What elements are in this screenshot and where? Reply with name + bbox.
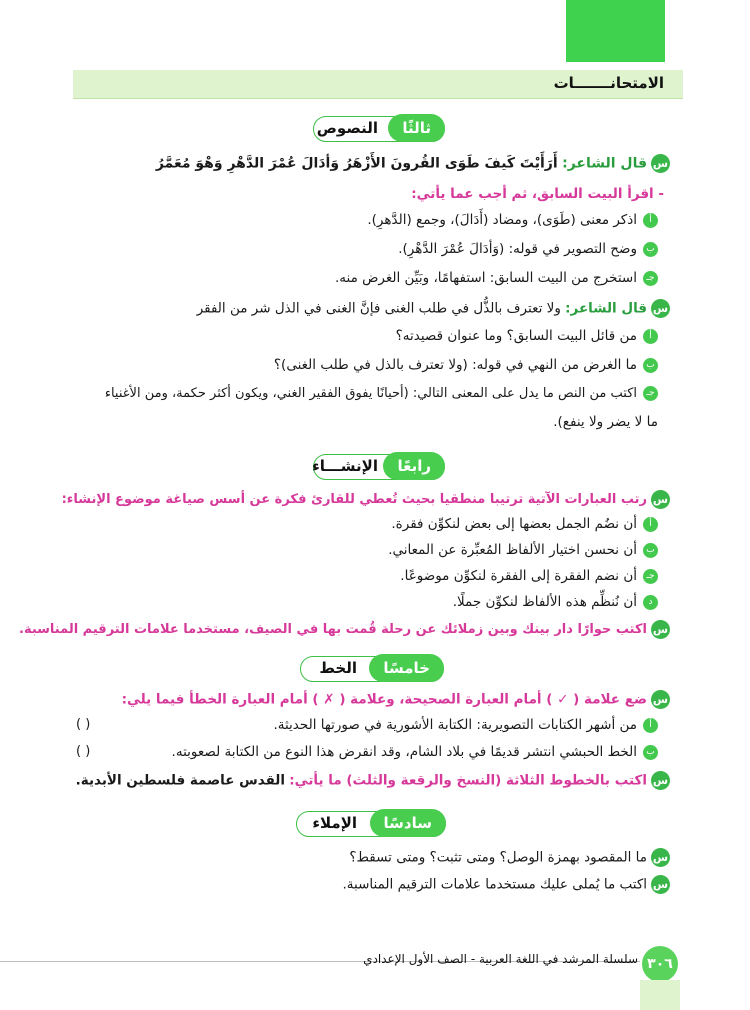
section-badge: ثالثًا: [388, 114, 445, 142]
q1-instruction: - اقرأ البيت السابق، ثم أجب عما يأتي:: [411, 186, 664, 202]
q1-item-b: بوضح التصوير في قوله: (وَأدَالَ عُمْرَ الدَّهْرِ).: [398, 241, 658, 257]
q8-text: اكتب ما يُملى عليك مستخدما علامات الترقيم المناسبة.: [342, 876, 647, 893]
section-texts: [313, 116, 445, 142]
q5-text: ضع علامة ( ✓ ) أمام العبارة الصحيحة، وعلامة ( ✗ ) أمام العبارة الخطأ فيما يلي:: [121, 691, 647, 708]
section-label: الخط: [319, 659, 357, 677]
header-divider: [73, 98, 683, 99]
question-badge: س: [651, 848, 670, 867]
section-label: النصوص: [316, 119, 378, 137]
q6-text: القدس عاصمة فلسطين الأبدية.: [75, 772, 285, 789]
section-badge: خامسًا: [369, 654, 444, 682]
q4-line: [19, 620, 670, 639]
item-marker: جـ: [643, 569, 658, 584]
item-marker: جـ: [643, 271, 658, 286]
q3-item-c: جـأن نضم الفقرة إلى الفقرة لنكوِّن موضوعًا.: [400, 568, 658, 584]
footer-green-block: [640, 980, 680, 1010]
item-marker: أ: [643, 213, 658, 228]
q5-line: [122, 690, 670, 709]
q2-verse: ولا تعترف بالذُّل في طلب الغنى فإنَّ الغنى في الذل شر من الفقر: [196, 300, 561, 317]
question-badge: س: [651, 690, 670, 709]
q5-item-a: أمن أشهر الكتابات التصويرية: الكتابة الأشورية في صورتها الحديثة.: [273, 717, 658, 733]
item-marker: أ: [643, 718, 658, 733]
q1-verse: أَرَأَيْتَ كَيفَ طَوَى القُرونَ الأَزْهَرُ وَأدَالَ عُمْرَ الدَّهْرِ وَهْوَ مُعَمَّرُ: [155, 155, 558, 172]
item-marker: ب: [643, 358, 658, 373]
q3-item-d: دأن نُنظِّم هذه الألفاظ لنكوِّن جملًا.: [453, 594, 658, 610]
q2-verse-line: [197, 299, 670, 318]
q1-prefix: قال الشاعر:: [562, 155, 647, 172]
q1-verse-line: [156, 154, 670, 173]
top-green-tab: [566, 0, 665, 62]
q6-line: [76, 771, 670, 790]
q1-item-a: أاذكر معنى (طَوَى)، ومضاد (أَدَالَ)، وجمع (الدَّهرِ).: [367, 212, 658, 228]
page-number: ٣٠٦: [642, 946, 678, 982]
item-marker: د: [643, 595, 658, 610]
section-label: الإنشـــاء: [312, 457, 378, 475]
q7-text: ما المقصود بهمزة الوصل؟ ومتى تثبت؟ ومتى تسقط؟: [349, 849, 647, 866]
q3-item-a: أأن نضُم الجمل بعضها إلى بعض لنكوِّن فقرة.: [391, 516, 658, 532]
item-marker: أ: [643, 517, 658, 532]
q6-prefix: اكتب بالخطوط الثلاثة (النسخ والرقعة والثلث) ما يأتي:: [289, 772, 647, 789]
item-marker: ب: [643, 543, 658, 558]
question-badge: س: [651, 299, 670, 318]
q7-line: [349, 848, 670, 867]
footer-series: سلسلة المرشد في اللغة العربية - الصف الأول الإعدادي: [363, 952, 638, 966]
section-calligraphy: [300, 656, 444, 682]
q8-line: [343, 875, 670, 894]
q3-text: رتب العبارات الآتية ترتيبا منطقيا بحيث تُعطي للقارئ فكرة عن أسس صياغة موضوع الإنشاء:: [61, 492, 647, 507]
q1-item-c: جـاستخرج من البيت السابق: استفهامًا، وبَيِّن الغرض منه.: [335, 270, 658, 286]
item-marker: ب: [643, 745, 658, 760]
question-badge: س: [651, 154, 670, 173]
section-label: الإملاء: [312, 814, 357, 832]
section-badge: رابعًا: [383, 452, 445, 480]
item-marker: ب: [643, 242, 658, 257]
question-badge: س: [651, 490, 670, 509]
q5-item-b: بالخط الحبشي انتشر قديمًا في بلاد الشام، وقد انقرض هذا النوع من الكتابة لصعوبته.: [172, 744, 658, 760]
q3-line: [62, 490, 670, 509]
question-badge: س: [651, 875, 670, 894]
section-dictation: [296, 811, 446, 837]
page-title: الامتحانـــــــات: [553, 74, 664, 92]
q4-text: اكتب حوارًا دار بينك وبين زملائك عن رحلة قُمت بها في الصيف، مستخدما علامات الترقيم المناسبة.: [19, 622, 647, 637]
section-composition: [313, 454, 445, 480]
item-marker: جـ: [643, 386, 658, 401]
item-marker: أ: [643, 329, 658, 344]
q3-item-b: بأن نحسن اختيار الألفاظ المُعبِّرة عن المعاني.: [388, 542, 658, 558]
q2-item-a: أمن قائل البيت السابق؟ وما عنوان قصيدته؟: [396, 328, 658, 344]
q2-prefix: قال الشاعر:: [565, 300, 647, 317]
q2-item-c-cont: ما لا يضر ولا ينفع).: [553, 414, 658, 430]
q2-item-b: بما الغرض من النهي في قوله: (ولا تعترف بالذل في طلب الغنى)؟: [274, 357, 658, 373]
answer-box[interactable]: ( ): [76, 717, 91, 732]
q2-item-c: جـاكتب من النص ما يدل على المعنى التالي: (أحيانًا يفوق الفقير الغني، ويكون أكثر حكمة، ومن الأغنياء: [105, 386, 658, 401]
question-badge: س: [651, 771, 670, 790]
section-badge: سادسًا: [370, 809, 446, 837]
question-badge: س: [651, 620, 670, 639]
answer-box[interactable]: ( ): [76, 744, 91, 759]
